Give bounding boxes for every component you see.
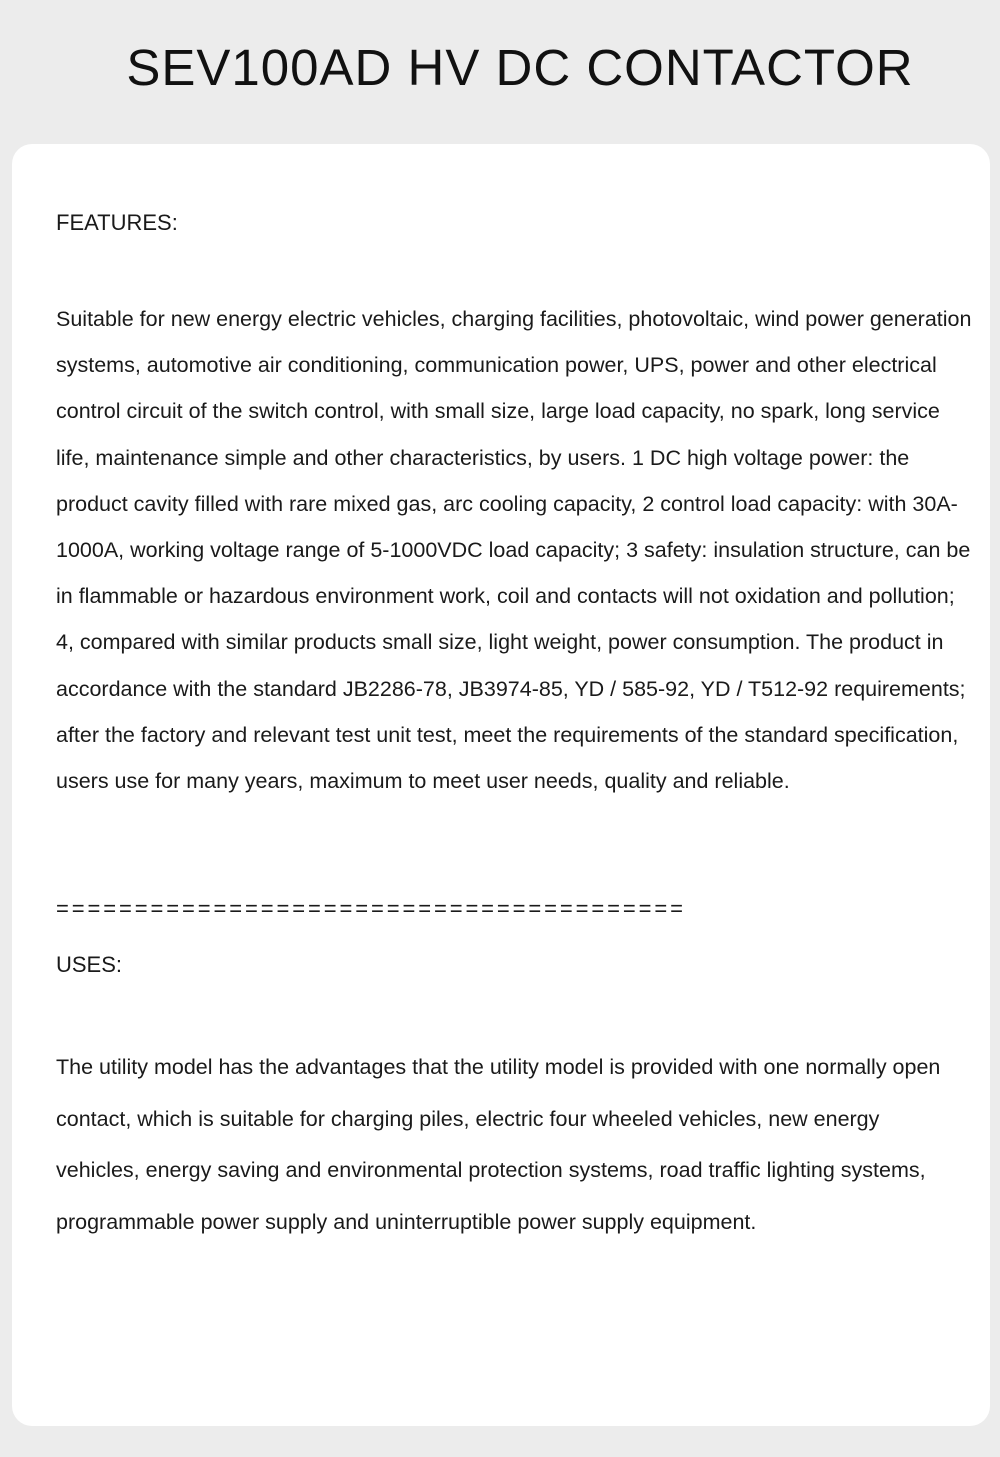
- separator-line: ========================================: [56, 896, 686, 921]
- content-card: [12, 144, 990, 1426]
- page-title: SEV100AD HV DC CONTACTOR: [126, 39, 914, 96]
- features-heading: FEATURES:: [56, 210, 178, 235]
- features-body: Suitable for new energy electric vehicles, charging facilities, photovoltaic, wind power generation systems, automotive air conditioning, communication power, UPS, power and other electrical control circuit of the switch control, with small size, large load capacity, no spark, long service life, maintenance simple and other characteristics, by users. 1 DC high voltage power: the product cavity filled with rare mixed gas, arc cooling capacity, 2 control load capacity: with 30A-1000A, working voltage range of 5-1000VDC load capacity; 3 safety: insulation structure, can be in flammable or hazardous environment work, coil and contacts will not oxidation and pollution; 4, compared with similar products small size, light weight, power consumption. The product in accordance with the standard JB2286-78, JB3974-85, YD / 585-92, YD / T512-92 requirements; after the factory and relevant test unit test, meet the requirements of the standard specification, users use for many years, maximum to meet user needs, quality and reliable.: [56, 307, 972, 794]
- uses-body: The utility model has the advantages that the utility model is provided with one normally open contact, which is suitable for charging piles, electric four wheeled vehicles, new energy vehicles, energy saving and environmental protection systems, road traffic lighting systems, programmable power supply and uninterruptible power supply equipment.: [56, 1055, 941, 1234]
- uses-heading: USES:: [56, 952, 123, 977]
